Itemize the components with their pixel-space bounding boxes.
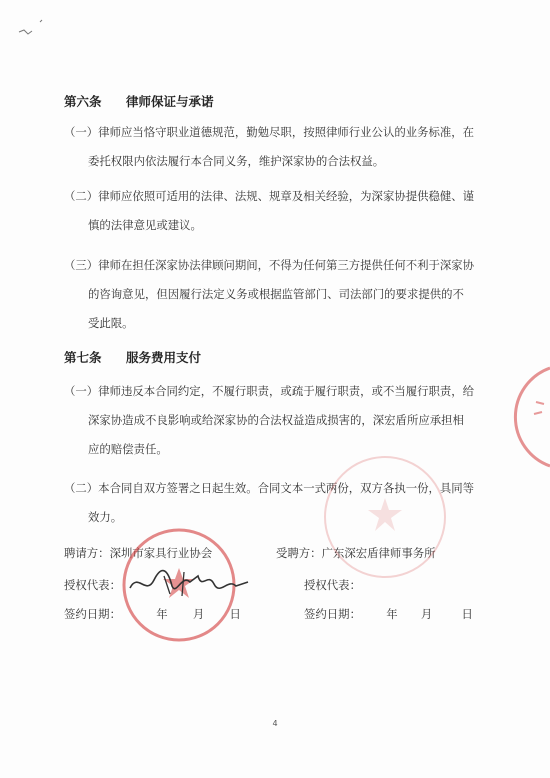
handwritten-signature	[124, 566, 254, 600]
rep-label-right: 授权代表：	[304, 578, 361, 592]
clause-line: （二）律师应依照可适用的法律、法规、规章及相关经验，为深家协提供稳健、谨	[64, 189, 475, 203]
date-label-right: 签约日期：	[304, 607, 361, 621]
date-year-left: 年	[156, 607, 168, 621]
date-year-right: 年	[386, 607, 398, 621]
date-right	[304, 606, 473, 622]
section-6-title: 律师保证与承诺	[126, 94, 214, 109]
clause-line: 慎的法律意见或建议。	[88, 218, 202, 232]
section-6-number: 第六条	[64, 94, 102, 109]
law-firm-seal	[318, 450, 452, 584]
clause-line: 受此限。	[88, 316, 134, 330]
clause-line: （三）律师在担任深家协法律顾问期间，不得为任何第三方提供任何不利于深家协	[64, 258, 475, 272]
section-6-clause-2	[64, 182, 504, 240]
clause-line: 委托权限内依法履行本合同义务，维护深家协的合法权益。	[88, 154, 385, 168]
clause-line: 效力。	[88, 510, 123, 524]
section-6-clause-3	[64, 251, 504, 338]
clause-line: （二）本合同自双方签署之日起生效。合同文本一式两份，双方各执一份，具同等	[64, 481, 475, 495]
section-6-clause-1	[64, 118, 504, 176]
page-number: 4	[272, 719, 278, 728]
clause-line: 的咨询意见，但因履行法定义务或根据监管部门、司法部门的要求提供的不	[88, 287, 464, 301]
date-day-left: 日	[229, 607, 241, 621]
employer-name: 深圳市家具行业协会	[109, 546, 213, 560]
edge-seal-fragment	[506, 362, 550, 472]
scan-mark	[16, 14, 56, 40]
employer-label: 聘请方：	[64, 546, 110, 560]
date-label-left: 签约日期：	[64, 607, 121, 621]
employee-label: 受聘方：	[276, 546, 322, 560]
clause-line: 应的赔偿责任。	[88, 442, 168, 456]
date-month-right: 月	[420, 607, 433, 621]
section-7-number: 第七条	[64, 350, 102, 365]
clause-line: （一）律师应当恪守职业道德规范，勤勉尽职，按照律师行业公认的业务标准，在	[64, 125, 475, 139]
rep-left	[64, 577, 121, 593]
clause-line: （一）律师违反本合同约定，不履行职责，或疏于履行职责，或不当履行职责，给	[64, 384, 475, 398]
section-6-heading	[64, 92, 214, 110]
rep-label-left: 授权代表：	[64, 578, 121, 592]
section-7-heading	[64, 348, 201, 366]
clause-line: 深家协造成不良影响或给深家协的合法权益造成损害的，深宏盾所应承担相	[88, 413, 464, 427]
section-7-title: 服务费用支付	[126, 350, 202, 365]
date-month-left: 月	[192, 607, 205, 621]
employee-name: 广东深宏盾律师事务所	[321, 546, 436, 560]
date-day-right: 日	[461, 607, 473, 621]
